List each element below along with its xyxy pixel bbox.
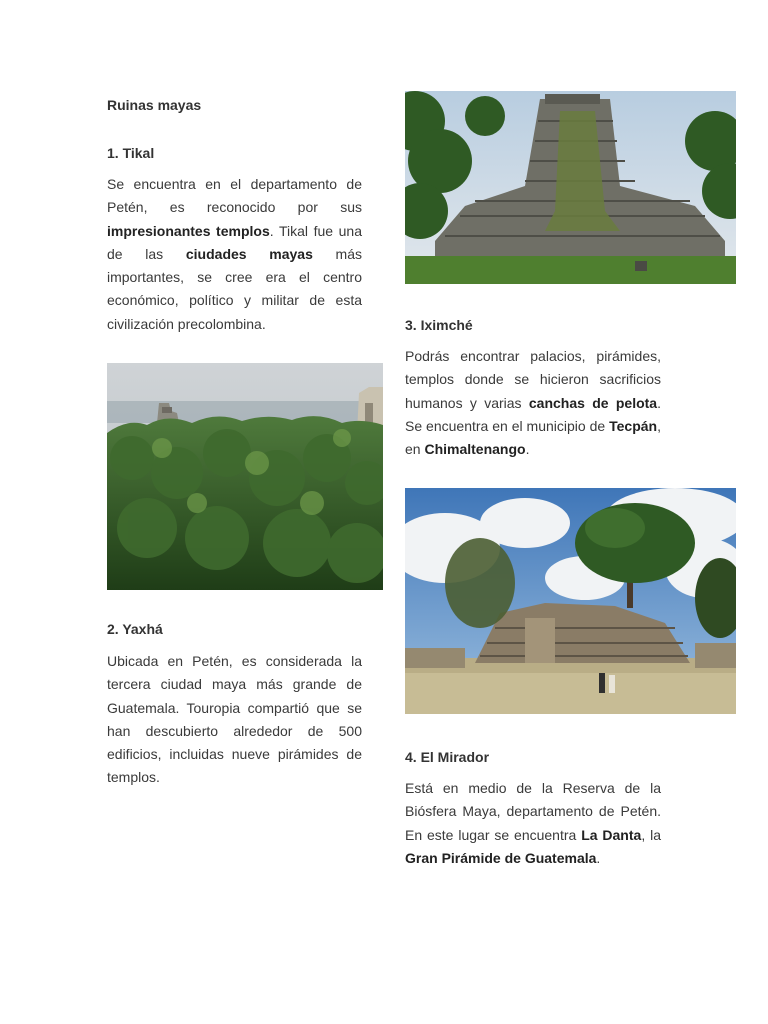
text-run: . xyxy=(525,441,530,458)
text-run: Está en medio de la Reserva de la Biósfera Maya, departamento de Petén. En este lugar se encuentra xyxy=(405,780,661,843)
bold-text-run: ciudades mayas xyxy=(185,245,313,262)
section-heading-yaxha: 2. Yaxhá xyxy=(107,621,163,637)
bold-text-run: canchas de pelota xyxy=(528,394,658,411)
yaxha-pyramid-photo xyxy=(405,91,736,284)
tikal-jungle-photo xyxy=(107,363,383,590)
text-run: Ubicada en Petén, es considerada la tercera ciudad maya más grande de Guatemala. Touropia compartió que se han descubierto alrededor de 500 edificios, incluidas nueve pirámides de templos. xyxy=(107,653,362,786)
section-heading-iximche: 3. Iximché xyxy=(405,317,473,333)
text-run: . Se encuentra en el municipio de xyxy=(405,394,661,434)
text-run: Se encuentra en el departamento de Petén, es reconocido por sus xyxy=(107,176,362,216)
bold-text-run: impresionantes templos xyxy=(107,222,270,239)
section-body-iximche xyxy=(405,345,661,461)
section-heading-tikal: 1. Tikal xyxy=(107,145,155,161)
text-run: , la xyxy=(641,826,661,843)
bold-text-run: Tecpán xyxy=(609,417,658,434)
text-run: más importantes, se cree era el centro económico, político y militar de esta civilización precolombina. xyxy=(107,245,363,332)
bold-text-run: Gran Pirámide de Guatemala xyxy=(405,849,597,866)
document-title: Ruinas mayas xyxy=(107,97,202,113)
section-body-yaxha xyxy=(107,650,362,790)
bold-text-run: Chimaltenango xyxy=(424,441,526,458)
section-body-el-mirador xyxy=(405,777,661,870)
text-run: . Tikal fue una de las xyxy=(107,222,363,262)
iximche-ruins-photo xyxy=(405,488,736,714)
text-run: Podrás encontrar palacios, pirámides, templos donde se hicieron sacrificios humanos y varias xyxy=(405,348,661,411)
text-run: , en xyxy=(405,417,661,458)
section-heading-el-mirador: 4. El Mirador xyxy=(405,749,490,765)
text-run: . xyxy=(596,849,601,866)
bold-text-run: La Danta xyxy=(581,826,642,843)
section-body-tikal xyxy=(107,173,362,336)
